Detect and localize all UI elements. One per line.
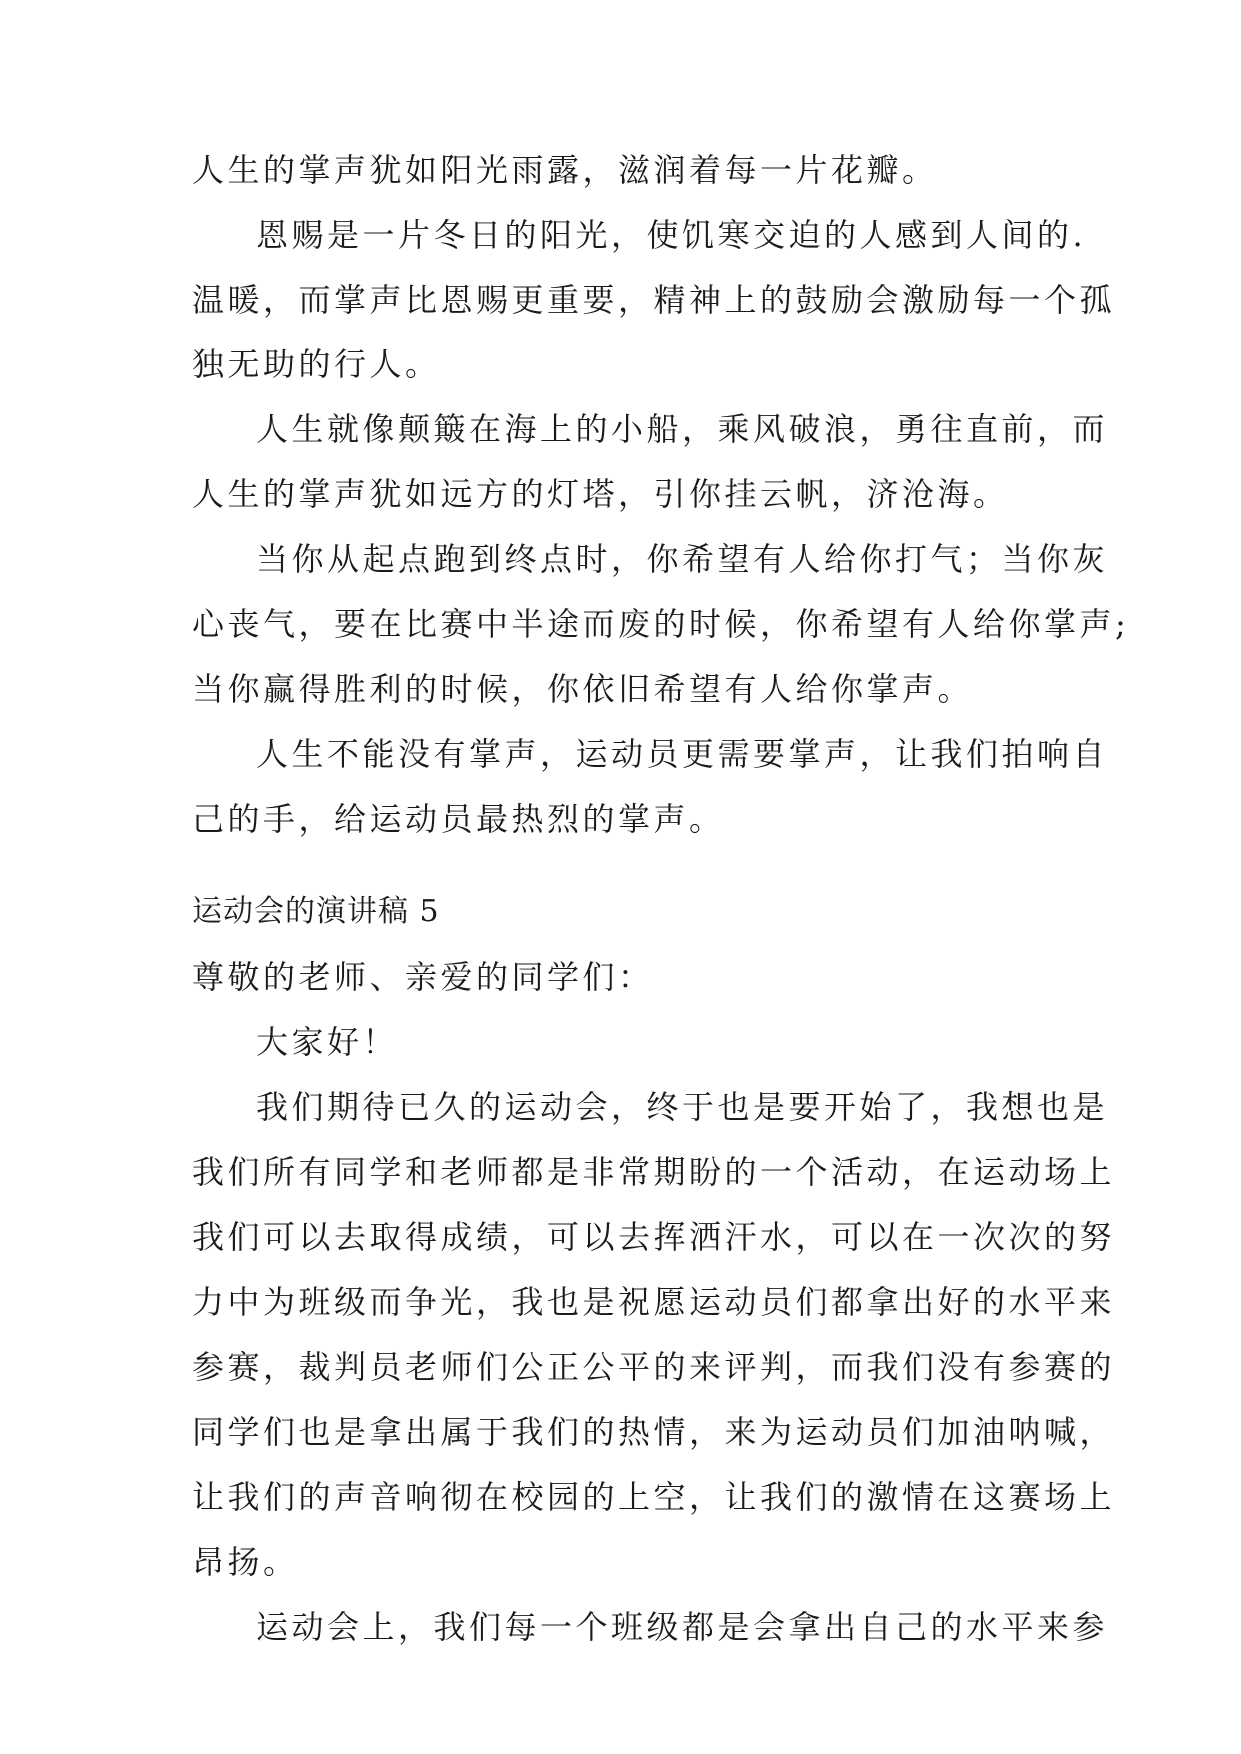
text-line: 让我们的声音响彻在校园的上空，让我们的激情在这赛场上 [192, 1478, 1116, 1516]
paragraph-start: 运动会上，我们每一个班级都是会拿出自己的水平来参 [256, 1608, 1109, 1646]
text-line: 人生的掌声犹如阳光雨露，滋润着每一片花瓣。 [192, 151, 938, 189]
text-line: 我们可以去取得成绩，可以去挥洒汗水，可以在一次次的努 [192, 1218, 1116, 1256]
text-line: 力中为班级而争光，我也是祝愿运动员们都拿出好的水平来 [192, 1283, 1116, 1321]
greeting: 大家好！ [256, 1023, 399, 1061]
text-line: 同学们也是拿出属于我们的热情，来为运动员们加油呐喊， [192, 1413, 1116, 1451]
text-line: 人生的掌声犹如远方的灯塔，引你挂云帆，济沧海。 [192, 475, 1009, 513]
text-line: 参赛，裁判员老师们公正公平的来评判，而我们没有参赛的 [192, 1348, 1116, 1386]
paragraph-start: 当你从起点跑到终点时，你希望有人给你打气；当你灰 [256, 540, 1109, 578]
text-line: 当你赢得胜利的时候，你依旧希望有人给你掌声。 [192, 670, 974, 708]
paragraph-start: 人生就像颠簸在海上的小船，乘风破浪，勇往直前，而 [256, 410, 1109, 448]
paragraph-start: 我们期待已久的运动会，终于也是要开始了，我想也是 [256, 1088, 1109, 1126]
text-line: 心丧气，要在比赛中半途而废的时候，你希望有人给你掌声; [192, 605, 1130, 643]
text-line: 温暖，而掌声比恩赐更重要，精神上的鼓励会激励每一个孤 [192, 281, 1116, 319]
text-line: 昂扬。 [192, 1543, 299, 1581]
salutation: 尊敬的老师、亲爱的同学们： [192, 958, 654, 996]
section-title: 运动会的演讲稿 5 [192, 894, 440, 929]
text-line: 独无助的行人。 [192, 345, 441, 383]
text-line: 我们所有同学和老师都是非常期盼的一个活动，在运动场上 [192, 1153, 1116, 1191]
text-line: 己的手，给运动员最热烈的掌声。 [192, 800, 725, 838]
paragraph-start: 人生不能没有掌声，运动员更需要掌声，让我们拍响自 [256, 735, 1109, 773]
paragraph-start: 恩赐是一片冬日的阳光，使饥寒交迫的人感到人间的. [256, 216, 1087, 254]
